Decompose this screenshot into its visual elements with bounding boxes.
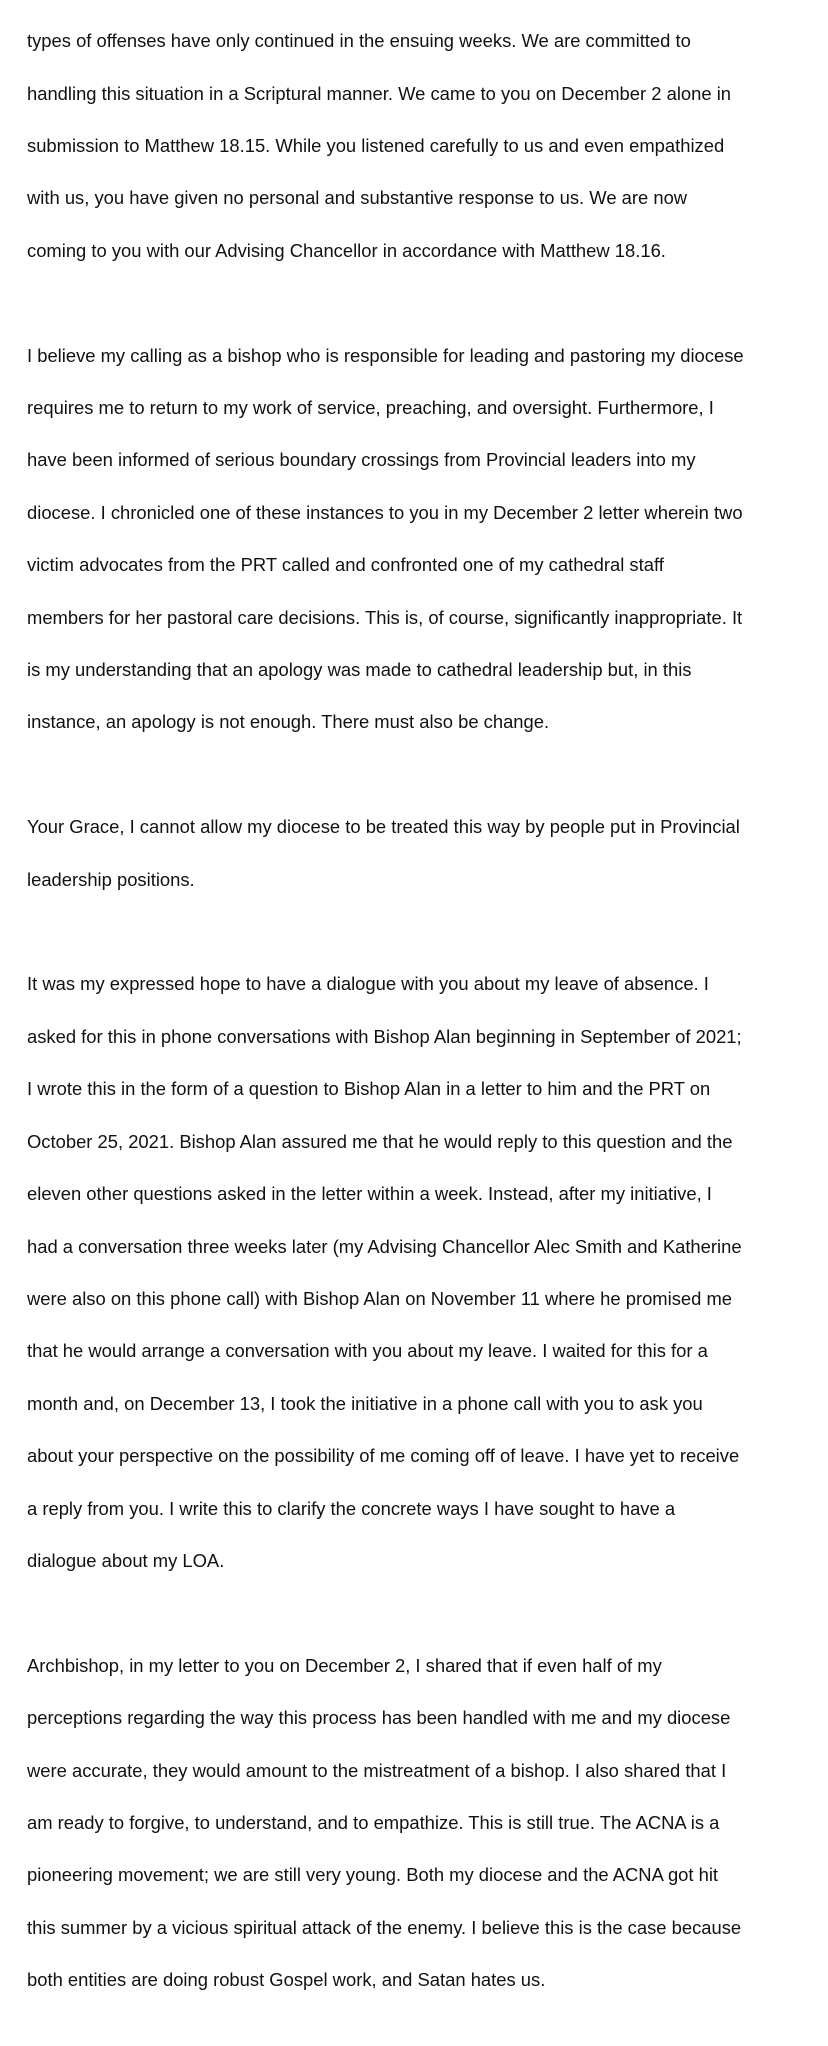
text-line: victim advocates from the PRT called and confronted one of my cathedral staff	[27, 554, 664, 576]
text-line: about your perspective on the possibility of me coming off of leave. I have yet to receive	[27, 1445, 740, 1467]
paragraph-your-grace	[27, 788, 817, 919]
text-line: that he would arrange a conversation with you about my leave. I waited for this for a	[27, 1340, 708, 1362]
text-line: coming to you with our Advising Chancellor in accordance with Matthew 18.16.	[27, 239, 666, 261]
text-line: this summer by a vicious spiritual attack of the enemy. I believe this is the case because	[27, 1916, 742, 1938]
text-line: leadership positions.	[27, 868, 195, 890]
text-line: had a conversation three weeks later (my Advising Chancellor Alec Smith and Katherine	[27, 1235, 742, 1257]
text-line: both entities are doing robust Gospel work, and Satan hates us.	[27, 1969, 546, 1991]
paragraph-offenses	[27, 2, 817, 290]
text-line: dialogue about my LOA.	[27, 1549, 225, 1571]
text-line: Your Grace, I cannot allow my diocese to be treated this way by people put in Provincial	[27, 816, 740, 838]
text-line: handling this situation in a Scriptural manner. We came to you on December 2 alone in	[27, 82, 732, 104]
paragraph-archbishop	[27, 1627, 817, 2020]
text-line: perceptions regarding the way this process has been handled with me and my diocese	[27, 1707, 731, 1729]
text-line: pioneering movement; we are still very young. Both my diocese and the ACNA got hit	[27, 1864, 719, 1886]
text-line: have been informed of serious boundary crossings from Provincial leaders into my	[27, 449, 696, 471]
text-line: I believe my calling as a bishop who is responsible for leading and pastoring my diocese	[27, 344, 744, 366]
text-line: am ready to forgive, to understand, and to empathize. This is still true. The ACNA is a	[27, 1811, 720, 1833]
text-line: submission to Matthew 18.15. While you listened carefully to us and even empathized	[27, 135, 725, 157]
text-line: with us, you have given no personal and substantive response to us. We are now	[27, 187, 688, 209]
text-line: types of offenses have only continued in the ensuing weeks. We are committed to	[27, 30, 691, 52]
text-line: a reply from you. I write this to clarify the concrete ways I have sought to have a	[27, 1497, 676, 1519]
text-line: members for her pastoral care decisions. This is, of course, significantly inappropriate. It	[27, 606, 743, 628]
text-line: Archbishop, in my letter to you on December 2, I shared that if even half of my	[27, 1654, 662, 1676]
text-line: were accurate, they would amount to the mistreatment of a bishop. I also shared that I	[27, 1759, 727, 1781]
text-line: I wrote this in the form of a question to Bishop Alan in a letter to him and the PRT on	[27, 1078, 711, 1100]
text-line: diocese. I chronicled one of these instances to you in my December 2 letter wherein two	[27, 501, 743, 523]
paragraph-dialogue	[27, 945, 817, 1600]
text-line: asked for this in phone conversations with Bishop Alan beginning in September of 2021;	[27, 1025, 742, 1047]
text-line: It was my expressed hope to have a dialogue with you about my leave of absence. I	[27, 973, 709, 995]
text-line: eleven other questions asked in the letter within a week. Instead, after my initiative, I	[27, 1183, 712, 1205]
text-line: requires me to return to my work of service, preaching, and oversight. Furthermore, I	[27, 397, 714, 419]
text-line: were also on this phone call) with Bishop Alan on November 11 where he promised me	[27, 1287, 733, 1309]
text-line: October 25, 2021. Bishop Alan assured me that he would reply to this question and the	[27, 1130, 733, 1152]
letter-body	[27, 2, 817, 2046]
paragraph-calling	[27, 316, 817, 761]
text-line: is my understanding that an apology was made to cathedral leadership but, in this	[27, 659, 692, 681]
text-line: month and, on December 13, I took the initiative in a phone call with you to ask you	[27, 1392, 703, 1414]
text-line: instance, an apology is not enough. There must also be change.	[27, 711, 550, 733]
